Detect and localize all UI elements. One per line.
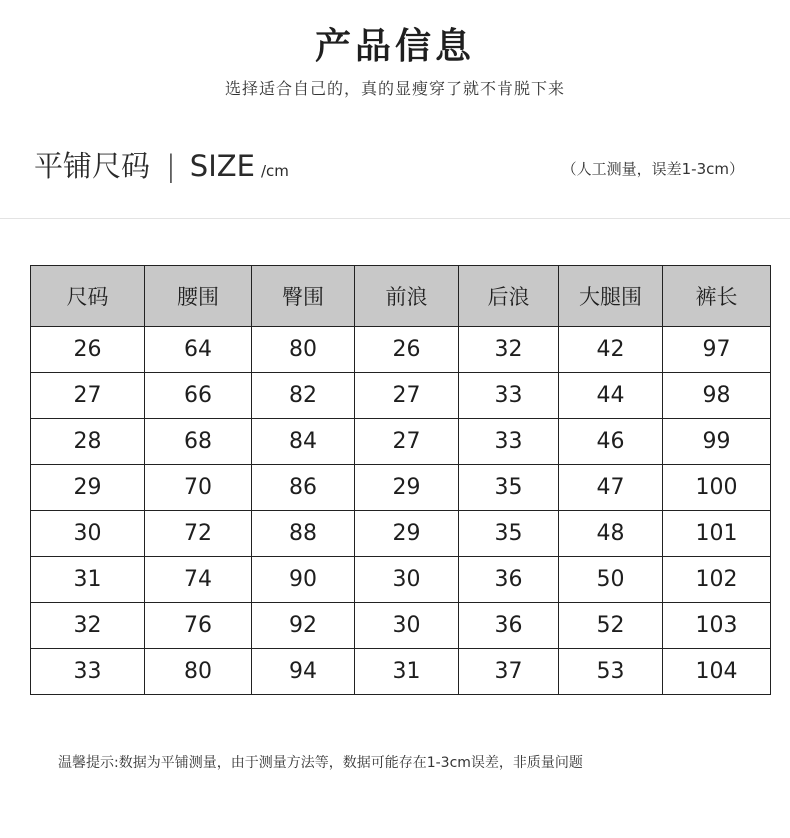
table-cell: 26: [355, 327, 459, 373]
table-cell: 29: [355, 465, 459, 511]
table-cell: 84: [252, 419, 355, 465]
heading-separator: |: [166, 149, 176, 183]
table-cell: 30: [355, 603, 459, 649]
table-row: [31, 649, 771, 695]
table-cell: 52: [559, 603, 663, 649]
table-cell: 33: [459, 419, 559, 465]
table-cell: 30: [355, 557, 459, 603]
table-row: [31, 327, 771, 373]
size-heading-en: SIZE: [189, 149, 255, 183]
table-cell: 35: [459, 511, 559, 557]
table-cell: 104: [663, 649, 771, 695]
table-cell: 36: [459, 603, 559, 649]
table-cell: 36: [459, 557, 559, 603]
table-header-row: [31, 266, 771, 327]
section-divider: [0, 218, 790, 219]
table-cell: 31: [355, 649, 459, 695]
table-cell: 35: [459, 465, 559, 511]
table-cell: 102: [663, 557, 771, 603]
column-header-waist: 腰围: [145, 266, 252, 327]
column-header-size: 尺码: [31, 266, 145, 327]
table-cell: 32: [459, 327, 559, 373]
page-subtitle: 选择适合自己的，真的显瘦穿了就不肯脱下来: [224, 79, 565, 98]
table-cell: 94: [252, 649, 355, 695]
table-cell: 86: [252, 465, 355, 511]
table-cell: 76: [145, 603, 252, 649]
table-cell: 72: [145, 511, 252, 557]
table-row: [31, 419, 771, 465]
table-cell: 101: [663, 511, 771, 557]
table-cell: 53: [559, 649, 663, 695]
table-cell: 33: [31, 649, 145, 695]
table-cell: 28: [31, 419, 145, 465]
table-cell: 80: [145, 649, 252, 695]
table-cell: 44: [559, 373, 663, 419]
table-cell: 30: [31, 511, 145, 557]
size-heading: [34, 144, 289, 185]
column-header-hip: 臀围: [252, 266, 355, 327]
table-row: [31, 511, 771, 557]
table-row: [31, 373, 771, 419]
table-cell: 29: [355, 511, 459, 557]
table-cell: 27: [31, 373, 145, 419]
table-cell: 99: [663, 419, 771, 465]
page-title: 产品信息: [314, 26, 475, 67]
table-row: [31, 557, 771, 603]
table-cell: 97: [663, 327, 771, 373]
table-cell: 98: [663, 373, 771, 419]
table-cell: 50: [559, 557, 663, 603]
table-cell: 70: [145, 465, 252, 511]
table-cell: 27: [355, 419, 459, 465]
table-cell: 26: [31, 327, 145, 373]
table-cell: 29: [31, 465, 145, 511]
table-row: [31, 603, 771, 649]
table-cell: 88: [252, 511, 355, 557]
table-cell: 92: [252, 603, 355, 649]
column-header-thigh: 大腿围: [559, 266, 663, 327]
table-cell: 27: [355, 373, 459, 419]
table-cell: 48: [559, 511, 663, 557]
table-cell: 32: [31, 603, 145, 649]
column-header-length: 裤长: [663, 266, 771, 327]
measurement-note: （人工测量，误差1-3cm）: [561, 160, 744, 178]
column-header-front-rise: 前浪: [355, 266, 459, 327]
size-table: [30, 265, 771, 695]
table-cell: 46: [559, 419, 663, 465]
column-header-back-rise: 后浪: [459, 266, 559, 327]
table-cell: 31: [31, 557, 145, 603]
table-cell: 100: [663, 465, 771, 511]
table-cell: 33: [459, 373, 559, 419]
table-cell: 74: [145, 557, 252, 603]
size-unit: /cm: [260, 162, 289, 180]
table-cell: 82: [252, 373, 355, 419]
table-cell: 64: [145, 327, 252, 373]
table-cell: 66: [145, 373, 252, 419]
table-cell: 47: [559, 465, 663, 511]
table-cell: 68: [145, 419, 252, 465]
size-heading-cn: 平铺尺码: [34, 149, 151, 183]
table-cell: 42: [559, 327, 663, 373]
footer-tip: 温馨提示:数据为平铺测量，由于测量方法等，数据可能存在1-3cm误差，非质量问题: [58, 755, 583, 771]
table-cell: 90: [252, 557, 355, 603]
table-row: [31, 465, 771, 511]
table-cell: 80: [252, 327, 355, 373]
table-cell: 37: [459, 649, 559, 695]
table-cell: 103: [663, 603, 771, 649]
